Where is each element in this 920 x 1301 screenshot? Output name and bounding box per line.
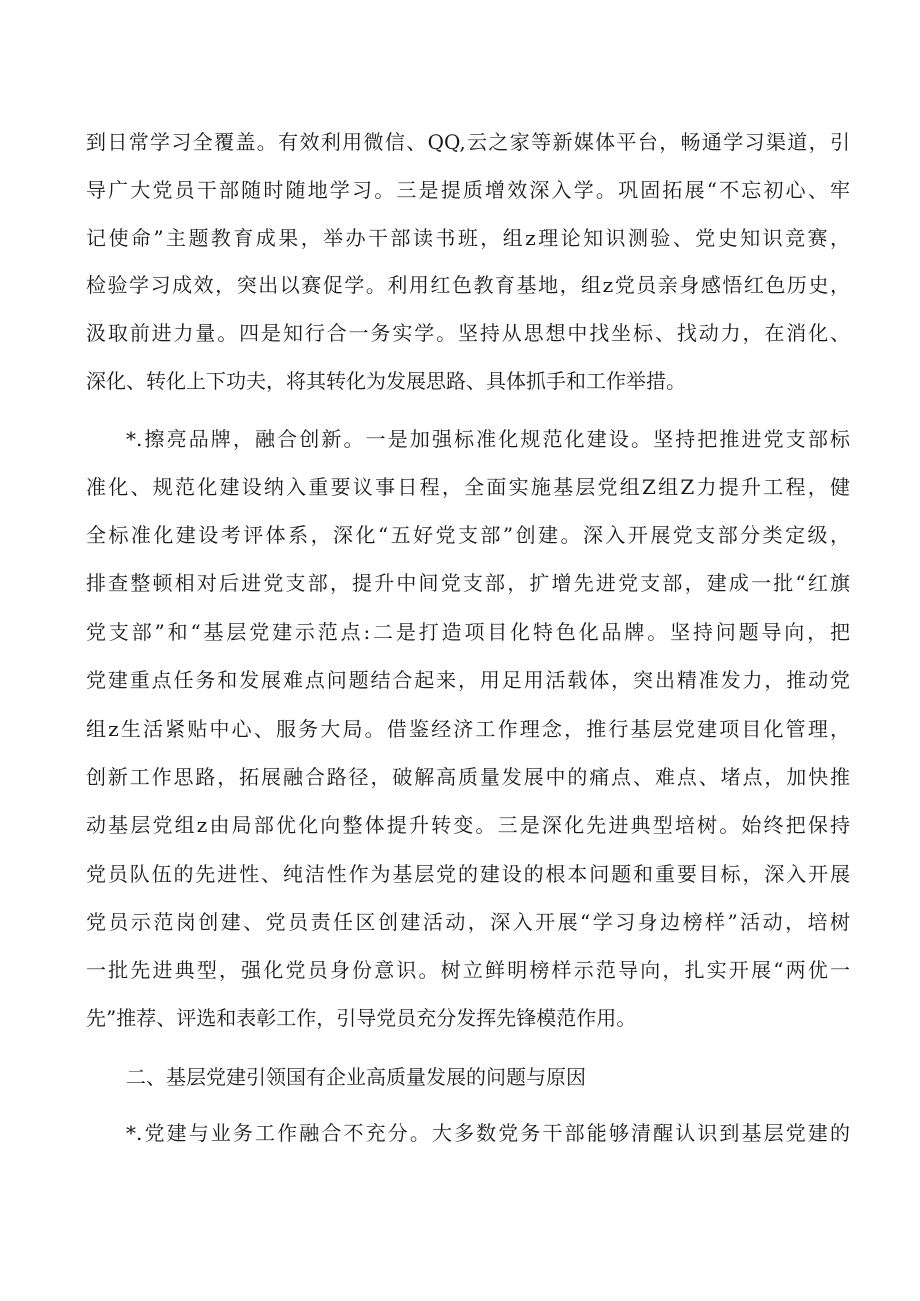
- paragraph-line: 到日常学习全覆盖。有效利用微信、QQ,云之家等新媒体平台，畅通学习渠道，引: [86, 130, 850, 154]
- paragraph-line: 排查整顿相对后进党支部，提升中间党支部，扩增先进党支部，建成一批“红旗: [86, 571, 850, 595]
- paragraph-line: 导广大党员干部随时随地学习。三是提质增效深入学。巩固拓展“不忘初心、牢: [86, 178, 850, 202]
- paragraph-line: 检验学习成效，突出以赛促学。利用红色教育基地，组z党员亲身感悟红色历史，: [86, 273, 850, 297]
- paragraph-line: 先”推荐、评选和表彰工作，引导党员充分发挥先锋模范作用。: [86, 1006, 637, 1030]
- paragraph-line: 党员示范岗创建、党员责任区创建活动，深入开展“学习身边榜样”活动，培树: [86, 910, 850, 934]
- paragraph-line: 一批先进典型，强化党员身份意识。树立鲜明榜样示范导向，扎实开展“两优一: [86, 958, 850, 982]
- paragraph-line: 全标准化建设考评体系，深化“五好党支部”创建。深入开展党支部分类定级，: [86, 523, 850, 547]
- paragraph-line: *.党建与业务工作融合不充分。大多数党务干部能够清醒认识到基层党建的: [126, 1121, 850, 1145]
- paragraph-line: 党支部”和“基层党建示范点:二是打造项目化特色化品牌。坚持问题导向，把: [86, 620, 850, 644]
- paragraph-line: 准化、规范化建设纳入重要议事日程，全面实施基层党组Z组Z力提升工程，健: [86, 475, 850, 499]
- paragraph-line: 汲取前进力量。四是知行合一务实学。坚持从思想中找坐标、找动力，在消化、: [86, 321, 850, 345]
- section-heading: 二、基层党建引领国有企业高质量发展的问题与原因: [126, 1065, 586, 1089]
- paragraph-line: *.擦亮品牌，融合创新。一是加强标准化规范化建设。坚持把推进党支部标: [126, 427, 850, 451]
- paragraph-line: 党员队伍的先进性、纯洁性作为基层党的建设的根本问题和重要目标，深入开展: [86, 862, 850, 886]
- paragraph-line: 动基层党组z由局部优化向整体提升转变。三是深化先进典型培树。始终把保持: [86, 813, 850, 837]
- paragraph-line: 深化、转化上下功夫，将其转化为发展思路、具体抓手和工作举措。: [86, 369, 686, 393]
- paragraph-line: 创新工作思路，拓展融合路径，破解高质量发展中的痛点、难点、堵点，加快推: [86, 765, 850, 789]
- paragraph-line: 党建重点任务和发展难点问题结合起来，用足用活载体，突出精准发力，推动党: [86, 668, 850, 692]
- paragraph-line: 记使命”主题教育成果，举办干部读书班，组z理论知识测验、党史知识竞赛，: [86, 226, 850, 250]
- paragraph-line: 组z生活紧贴中心、服务大局。借鉴经济工作理念，推行基层党建项目化管理，: [86, 717, 850, 741]
